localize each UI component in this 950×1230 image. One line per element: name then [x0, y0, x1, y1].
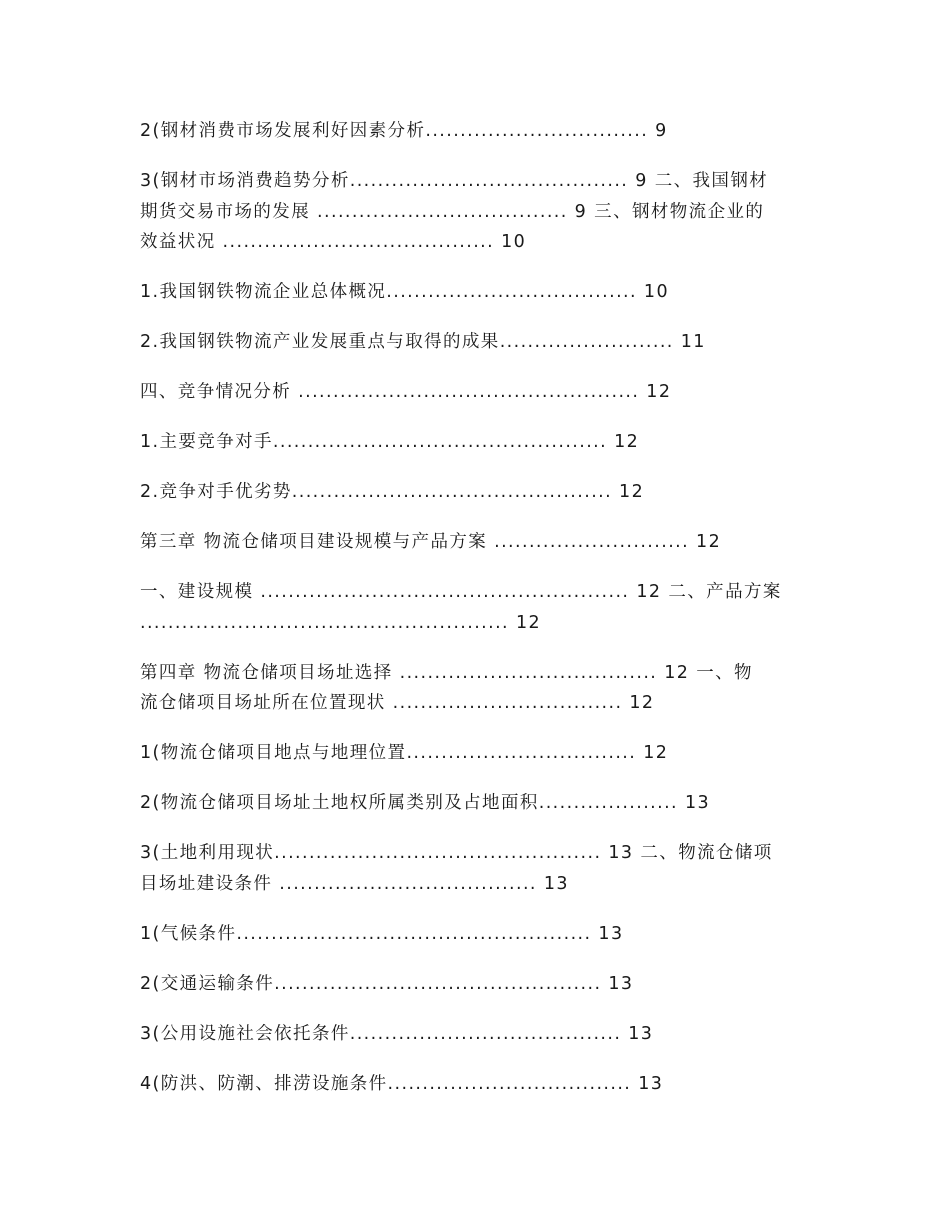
toc-line: 2(钢材消费市场发展利好因素分析................................ 9 [140, 121, 668, 141]
toc-line: ..................................................... 12 [140, 612, 542, 633]
toc-line: 效益状况 ....................................... 10 [140, 232, 527, 252]
toc-entry [140, 919, 815, 950]
toc-entry [140, 427, 815, 458]
toc-entry [140, 577, 815, 638]
toc-entry [140, 327, 815, 358]
toc-line: 2.我国钢铁物流产业发展重点与取得的成果......................... 11 [140, 332, 706, 352]
toc-line: 第四章 物流仓储项目场址选择 ..................................... 12 一、物 [140, 662, 753, 683]
toc-line: 1(物流仓储项目地点与地理位置................................. 12 [140, 743, 669, 763]
toc-entry [140, 738, 815, 769]
toc-entry [140, 527, 815, 558]
toc-entry [140, 1019, 815, 1050]
toc-line: 一、建设规模 ..................................................... 12 二、产品方案 [140, 582, 782, 602]
toc-entry [140, 658, 815, 719]
toc-line: 2(物流仓储项目场址土地权所属类别及占地面积.................... 13 [140, 793, 711, 813]
toc-line: 第三章 物流仓储项目建设规模与产品方案 ............................ 12 [140, 532, 722, 552]
toc-line: 1.主要竞争对手................................................ 12 [140, 432, 640, 452]
toc-line: 4(防洪、防潮、排涝设施条件................................... 13 [140, 1073, 664, 1094]
toc-entry [140, 277, 815, 308]
toc-entry [140, 377, 815, 408]
toc-entry [140, 477, 815, 508]
toc-line: 1(气候条件................................................... 13 [140, 923, 624, 944]
toc-line: 流仓储项目场址所在位置现状 ................................. 12 [140, 693, 655, 713]
toc-line: 1.我国钢铁物流企业总体概况.................................... 10 [140, 282, 669, 302]
toc-line: 3(钢材市场消费趋势分析........................................ 9 二、我国钢材 [140, 171, 769, 191]
toc-entry [140, 166, 815, 258]
toc-line: 3(公用设施社会依托条件....................................... 13 [140, 1023, 654, 1044]
toc-page [140, 116, 815, 1119]
toc-line: 四、竞争情况分析 ................................................. 12 [140, 382, 672, 402]
toc-line: 3(土地利用现状............................................... 13 二、物流仓储项 [140, 843, 773, 863]
toc-line: 目场址建设条件 ..................................... 13 [140, 873, 569, 894]
toc-entry [140, 1069, 815, 1100]
toc-entry [140, 838, 815, 899]
toc-line: 期货交易市场的发展 .................................... 9 三、钢材物流企业的 [140, 201, 765, 222]
toc-entry [140, 788, 815, 819]
toc-entry [140, 116, 815, 147]
toc-line: 2(交通运输条件............................................... 13 [140, 973, 634, 994]
toc-entry [140, 969, 815, 1000]
toc-line: 2.竞争对手优劣势.............................................. 12 [140, 482, 645, 502]
